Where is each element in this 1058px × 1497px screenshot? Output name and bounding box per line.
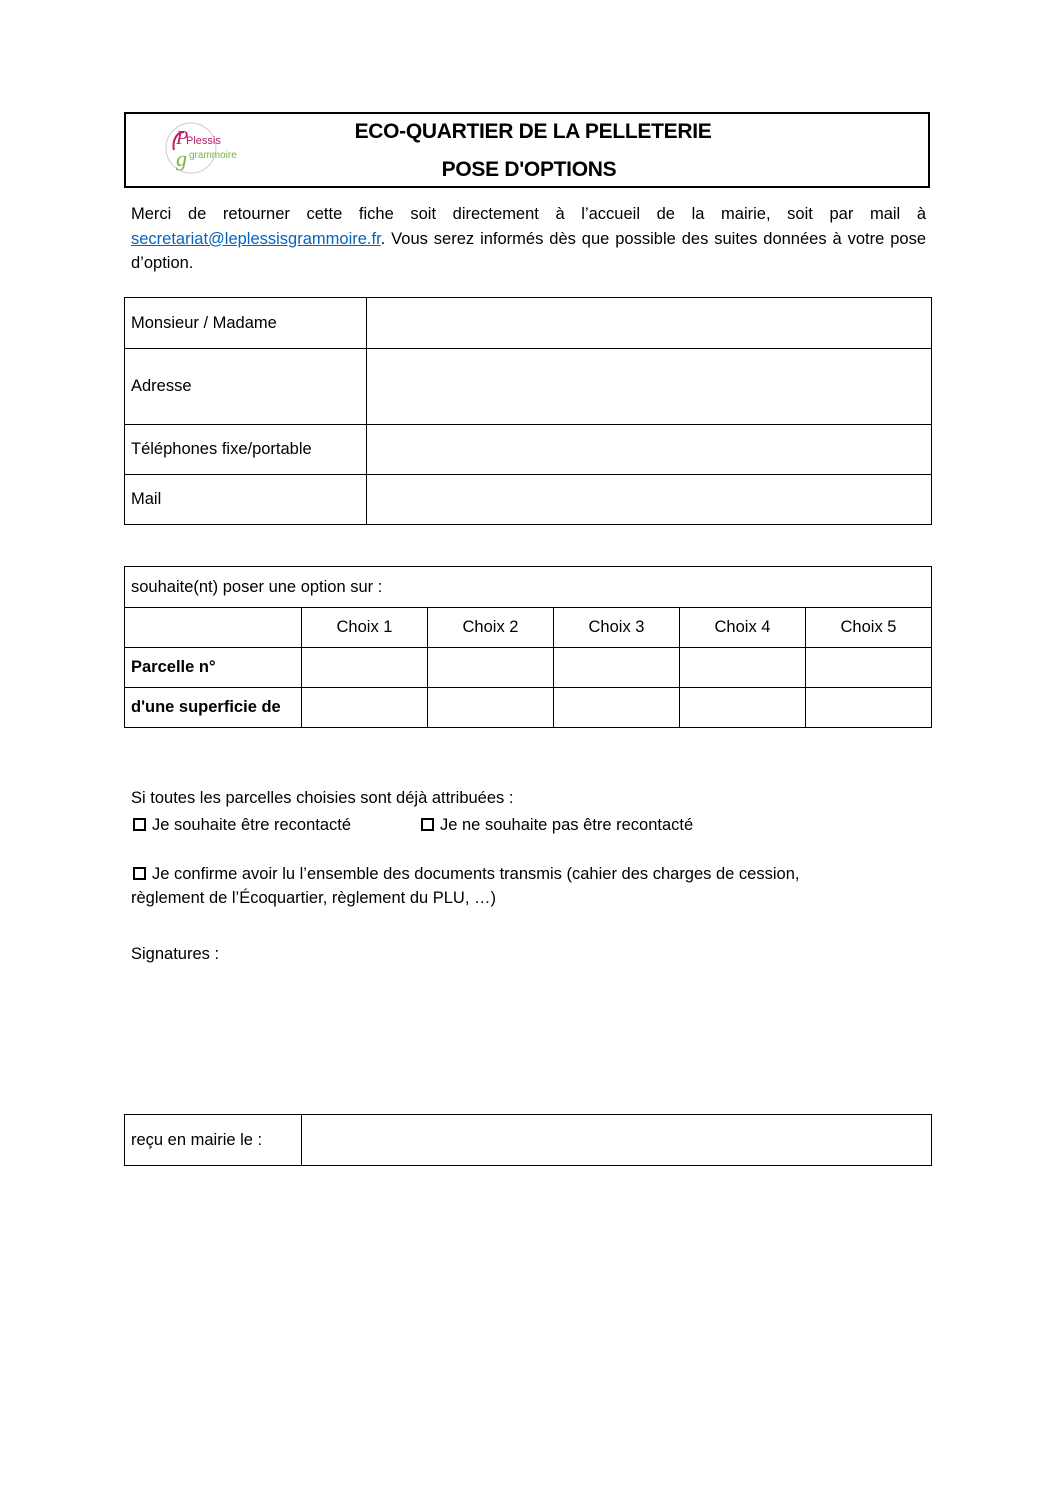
field-input-mail[interactable]	[367, 475, 932, 525]
table-row	[125, 349, 932, 425]
column-header-choice-4: Choix 4	[680, 608, 806, 648]
intro-text-before: Merci de retourner cette fiche soit directement à l’accueil de la mairie, soit par mail à	[131, 205, 926, 223]
table-row	[125, 1115, 932, 1166]
options-table-title: souhaite(nt) poser une option sur :	[125, 567, 932, 608]
table-row	[125, 475, 932, 525]
area-input-choice-4[interactable]	[680, 688, 806, 728]
options-table	[124, 566, 932, 728]
checkbox-recontact-no[interactable]	[421, 818, 434, 831]
table-row	[125, 648, 932, 688]
area-input-choice-2[interactable]	[428, 688, 554, 728]
signatures-label: Signatures :	[131, 945, 220, 963]
svg-text:Plessis: Plessis	[186, 135, 221, 147]
svg-text:P: P	[176, 127, 189, 149]
page-title: ECO-QUARTIER DE LA PELLETERIE	[354, 120, 712, 143]
field-input-address[interactable]	[367, 349, 932, 425]
checkbox-confirmation[interactable]	[133, 867, 146, 880]
table-row	[125, 425, 932, 475]
confirmation-line-1	[133, 862, 933, 886]
table-row	[125, 608, 932, 648]
intro-text-after: . Vous serez informés dès que possible des suites données à votre pose d’option.	[131, 229, 926, 272]
confirmation-text-2: règlement de l’Écoquartier, règlement du PLU, …)	[131, 889, 497, 907]
field-label-name: Monsieur / Madame	[125, 298, 367, 349]
parcel-input-choice-5[interactable]	[806, 648, 932, 688]
column-header-choice-3: Choix 3	[554, 608, 680, 648]
field-label-address: Adresse	[125, 349, 367, 425]
row-label-parcel: Parcelle n°	[125, 648, 302, 688]
reception-table	[124, 1114, 932, 1166]
field-label-mail: Mail	[125, 475, 367, 525]
parcel-input-choice-1[interactable]	[302, 648, 428, 688]
page-subtitle: POSE D'OPTIONS	[441, 158, 617, 181]
field-label-phone: Téléphones fixe/portable	[125, 425, 367, 475]
svg-text:g: g	[176, 146, 187, 171]
area-input-choice-1[interactable]	[302, 688, 428, 728]
contact-form-table	[124, 297, 932, 525]
empty-header-cell	[125, 608, 302, 648]
attribution-question: Si toutes les parcelles choisies sont déjà attribuées :	[131, 789, 514, 807]
option-recontact-yes-label: Je souhaite être recontacté	[152, 816, 352, 834]
parcel-input-choice-3[interactable]	[554, 648, 680, 688]
field-input-phone[interactable]	[367, 425, 932, 475]
column-header-choice-5: Choix 5	[806, 608, 932, 648]
svg-text:grammoire: grammoire	[189, 150, 237, 161]
confirmation-text-1: Je confirme avoir lu l’ensemble des documents transmis (cahier des charges de cession,	[152, 865, 800, 883]
option-recontact-no-label: Je ne souhaite pas être recontacté	[440, 816, 694, 834]
reception-date-input[interactable]	[302, 1115, 932, 1166]
table-row	[125, 567, 932, 608]
confirmation-block[interactable]	[133, 862, 933, 910]
field-input-name[interactable]	[367, 298, 932, 349]
table-row	[125, 688, 932, 728]
table-row	[125, 298, 932, 349]
option-recontact-no[interactable]	[421, 813, 693, 837]
column-header-choice-1: Choix 1	[302, 608, 428, 648]
parcel-input-choice-4[interactable]	[680, 648, 806, 688]
reception-label: reçu en mairie le :	[125, 1115, 302, 1166]
intro-paragraph	[131, 202, 926, 276]
area-input-choice-5[interactable]	[806, 688, 932, 728]
area-input-choice-3[interactable]	[554, 688, 680, 728]
row-label-area: d'une superficie de	[125, 688, 302, 728]
header-box	[124, 112, 930, 188]
parcel-input-choice-2[interactable]	[428, 648, 554, 688]
checkbox-recontact-yes[interactable]	[133, 818, 146, 831]
email-link[interactable]: secretariat@leplessisgrammoire.fr	[131, 229, 381, 248]
column-header-choice-2: Choix 2	[428, 608, 554, 648]
option-recontact-yes[interactable]	[133, 813, 351, 837]
